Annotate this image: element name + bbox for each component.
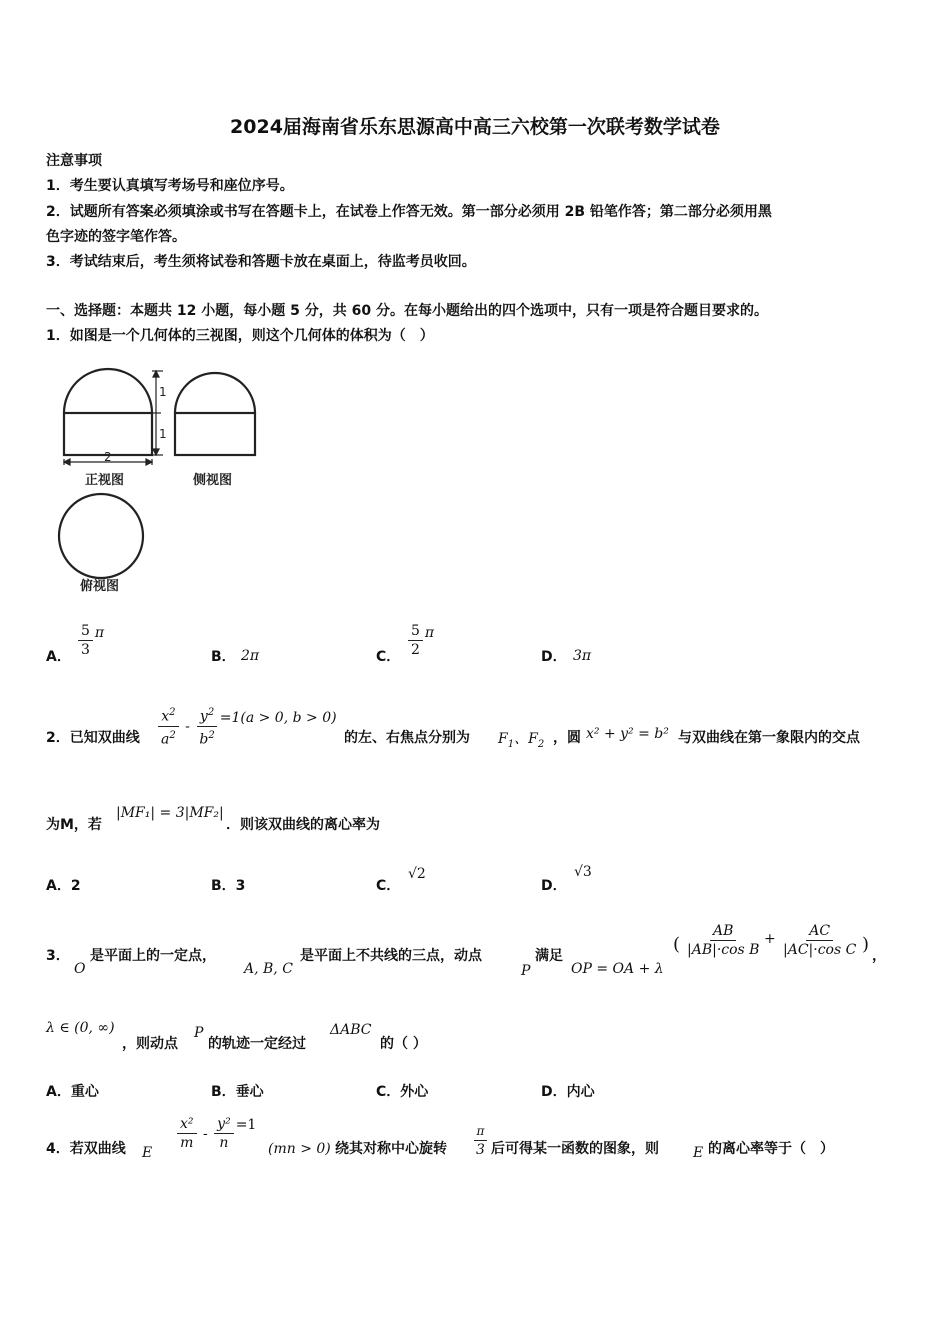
- q4-angle: $\frac{\pi}{3}$: [471, 1122, 490, 1159]
- q3-point-p2: P: [194, 1025, 204, 1041]
- q2-mid-text: 的左、右焦点分别为: [344, 730, 470, 746]
- q3-text-6: 的（ ）: [380, 1036, 427, 1052]
- q3-text-1: 是平面上的一定点，: [90, 948, 216, 964]
- q1-stem: 1．如图是一个几何体的三视图，则这个几何体的体积为（ ）: [46, 328, 434, 344]
- q1-option-a-label: A．: [46, 649, 71, 665]
- q4-hyperbola-equation: $\frac{\text{x²}}{m}$ - $\frac{\text{y²}}{n}$ =1: [175, 1115, 256, 1152]
- dim-label-1a: 1: [159, 385, 167, 399]
- q2-option-d-value: √3: [574, 864, 592, 880]
- notice-item-2-cont: 色字迹的签字笔作答。: [46, 229, 186, 245]
- q3-triangle: ΔABC: [330, 1022, 372, 1038]
- q1-option-c-value: $\frac{5}{2}$ π: [406, 622, 434, 659]
- q3-text-2: 是平面上不共线的三点，动点: [300, 948, 482, 964]
- q3-point-o: O: [74, 961, 86, 977]
- q3-open-paren: (: [673, 934, 681, 955]
- q1-option-b-label: B．: [211, 649, 236, 665]
- q2-line2-prefix: 为M，若: [46, 817, 102, 833]
- q2-tail-text: 与双曲线在第一象限内的交点: [678, 730, 860, 746]
- q2-option-a: A．2: [46, 878, 81, 894]
- q1-option-b-value: 2π: [241, 648, 260, 664]
- q4-text-2: 后可得某一函数的图象，则: [491, 1141, 659, 1157]
- dim-label-2: 2: [104, 450, 112, 464]
- dim-label-1b: 1: [159, 427, 167, 441]
- notice-item-2: 2．试题所有答案必须填涂或书写在答题卡上，在试卷上作答无效。第一部分必须用 2B 铅笔作答；第二部分必须用黑: [46, 204, 772, 220]
- q4-e2: E: [693, 1145, 704, 1161]
- q1-option-a-value: $\frac{5}{3}$ π: [76, 622, 104, 659]
- top-view-label: 俯视图: [80, 579, 120, 594]
- front-view-body: [64, 413, 152, 455]
- top-view-circle: [59, 494, 143, 578]
- q3-points-abc: A, B, C: [244, 961, 293, 977]
- q4-e: E: [142, 1145, 153, 1161]
- q2-prefix: 2．已知双曲线: [46, 730, 140, 746]
- q4-text-1: 绕其对称中心旋转: [335, 1141, 447, 1157]
- q2-circle-word: ，圆: [553, 730, 581, 746]
- q3-plus: +: [764, 931, 776, 947]
- q3-option-d: D．内心: [541, 1084, 595, 1100]
- q3-text-4: ，则动点: [122, 1036, 178, 1052]
- q3-close-paren: ): [862, 934, 870, 955]
- section-heading: 一、选择题：本题共 12 小题，每小题 5 分，共 60 分。在每小题给出的四个选项中，只有一项是符合题目要求的。: [46, 303, 768, 319]
- front-view-dome: [64, 369, 152, 413]
- side-view-dome: [175, 373, 255, 413]
- notice-item-1: 1．考生要认真填写考场号和座位序号。: [46, 178, 294, 194]
- page-title: 2024届海南省乐东思源高中高三六校第一次联考数学试卷: [230, 116, 720, 138]
- q3-fraction-ab: $\frac{AB}{\text{|AB|·cos B}}$: [687, 923, 760, 958]
- q1-option-c-label: C．: [376, 649, 401, 665]
- q3-vector-equation: OP = OA + λ: [571, 961, 664, 977]
- notice-heading: 注意事项: [46, 153, 102, 169]
- q3-text-5: 的轨迹一定经过: [208, 1036, 306, 1052]
- q2-option-d-label: D．: [541, 878, 567, 894]
- q2-line2-tail: ．则该双曲线的离心率为: [226, 817, 380, 833]
- q3-lambda-range: λ ∈ (0, ∞): [46, 1020, 115, 1036]
- q2-hyperbola-equation: $\frac{x^2}{a^2}$ - $\frac{y^2}{b^2}$ =1(a > 0, b > 0): [156, 704, 337, 748]
- q3-option-b: B．垂心: [211, 1084, 264, 1100]
- q2-option-c-value: √2: [408, 866, 426, 882]
- q4-text-3: 的离心率等于（ ）: [708, 1141, 834, 1157]
- notice-item-3: 3．考试结束后，考生须将试卷和答题卡放在桌面上，待监考员收回。: [46, 254, 476, 270]
- q2-option-b: B．3: [211, 878, 246, 894]
- q3-option-a: A．重心: [46, 1084, 99, 1100]
- front-view-label: 正视图: [85, 473, 125, 488]
- side-view-body: [175, 413, 255, 455]
- q1-option-d-label: D．: [541, 649, 567, 665]
- q4-prefix: 4．若双曲线: [46, 1141, 126, 1157]
- q3-fraction-ac: $\frac{AC}{\text{|AC|·cos C}}$: [783, 923, 857, 958]
- q2-condition: |MF₁| = 3|MF₂|: [116, 805, 224, 821]
- q4-condition: (mn > 0): [268, 1141, 331, 1157]
- three-view-figure: [55, 365, 265, 600]
- side-view-label: 侧视图: [193, 473, 233, 488]
- q2-foci: $F_1$、$F_2$: [498, 731, 545, 750]
- q3-comma: ，: [872, 948, 886, 964]
- q3-number: 3．: [46, 948, 70, 964]
- q2-option-c-label: C．: [376, 878, 401, 894]
- q1-option-d-value: 3π: [573, 648, 592, 664]
- q3-option-c: C．外心: [376, 1084, 429, 1100]
- q3-text-3: 满足: [535, 948, 563, 964]
- q2-circle-equation: x² + y² = b²: [586, 726, 669, 742]
- q3-point-p: P: [521, 963, 531, 979]
